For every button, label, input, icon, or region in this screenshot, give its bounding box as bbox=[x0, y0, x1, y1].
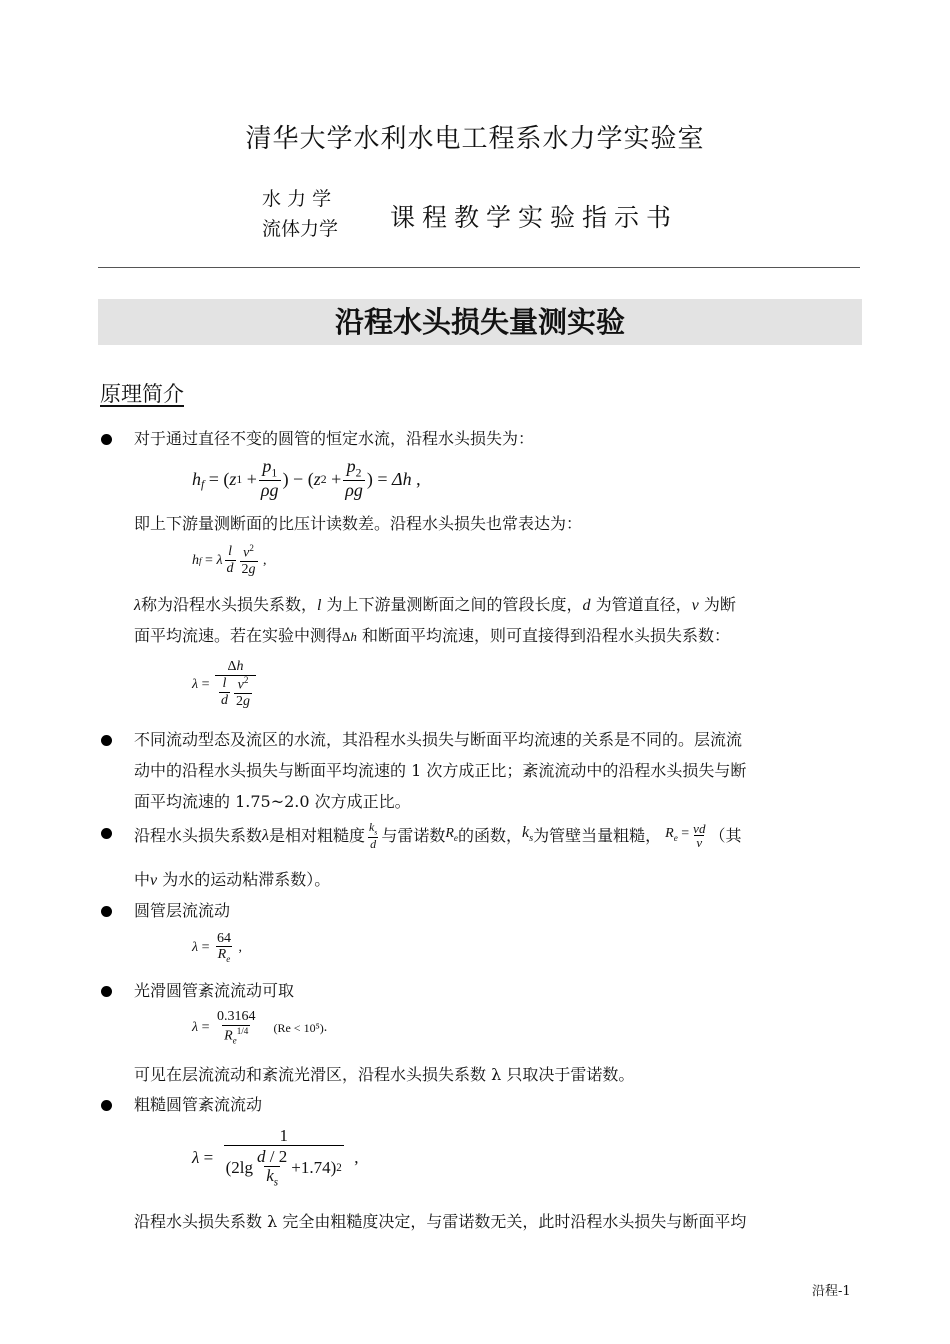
page-number: 沿程-1 bbox=[812, 1284, 851, 1299]
bullet-1-para2: 即上下游量测断面的比压计读数差。沿程水头损失也常表达为： bbox=[134, 514, 583, 533]
para3-text-d: 为断 bbox=[703, 595, 736, 614]
bullet-5-text: 光滑圆管紊流流动可取 bbox=[134, 981, 295, 1000]
equation-lambda: λ = Δh $\frac{l}{d}$ $\frac{v^2}{2g}$ bbox=[192, 652, 258, 718]
b3-text-e: 为管壁当量粗糙， bbox=[533, 826, 662, 845]
page-title: 沿程水头损失量测实验 bbox=[334, 305, 625, 339]
course-name-2: 流体力学 bbox=[262, 218, 339, 240]
bullet-2-line2: 动中的沿程水头损失与断面平均流速的 1 次方成正比；紊流流动中的沿程水头损失与断 bbox=[134, 761, 747, 780]
b3-text-b: 是相对粗糙度 bbox=[268, 826, 365, 845]
bullet-2-line1: 不同流动型态及流区的水流，其沿程水头损失与断面平均流速的关系是不同的。层流流 bbox=[134, 730, 743, 749]
bullet-6-last-line: 沿程水头损失系数 λ 完全由粗糙度决定，与雷诺数无关，此时沿程水头损失与断面平均 bbox=[134, 1212, 747, 1231]
para3-text-f: 和断面平均流速，则可直接得到沿程水头损失系数： bbox=[361, 626, 730, 645]
course-name-1: 水 力 学 bbox=[262, 188, 332, 210]
para3-text-c: 为管道直径， bbox=[595, 595, 692, 614]
bullet-dot bbox=[101, 1100, 112, 1111]
bullet-dot bbox=[101, 735, 112, 746]
bullet-dot bbox=[101, 434, 112, 445]
para3-text-e: 面平均流速。若在实验中测得 bbox=[134, 626, 343, 645]
blasius-condition: (Re < 10⁵) bbox=[273, 1020, 324, 1035]
bullet-dot bbox=[101, 906, 112, 917]
bullet-6-text: 粗糙圆管紊流流动 bbox=[134, 1095, 263, 1114]
bullet-1-para3-line2: 面平均流速。若在实验中测得Δh 和断面平均流速，则可直接得到沿程水头损失系数： bbox=[134, 626, 730, 645]
header-rule bbox=[98, 267, 860, 268]
equation-hf: h $_f$ = ( z 1 + $\frac{p_1}{\rho g}$ ) − ( z 2 + $\frac{p_2}{\rho g}$ ) = Δh , bbox=[192, 456, 421, 501]
b3-text-a: 沿程水头损失系数 bbox=[134, 826, 263, 845]
document-type: 课程教学实验指示书 bbox=[390, 203, 679, 232]
bullet-3-line2: 中ν 为水的运动粘滞系数）。 bbox=[134, 870, 331, 889]
bullet-dot bbox=[101, 828, 112, 839]
equation-darcy: h f = λ $\frac{l}{d}$ $\frac{v^2}{2g}$ , bbox=[192, 543, 267, 578]
equation-blasius: λ = $\frac{0.3164}{R_e^{1/4}}$ (Re < 10⁵) . bbox=[192, 1009, 328, 1046]
b3-text-h: 为水的运动粘滞系数）。 bbox=[162, 870, 331, 889]
bullet-4-text: 圆管层流流动 bbox=[134, 901, 231, 920]
bullet-2-line3: 面平均流速的 1.75~2.0 次方成正比。 bbox=[134, 792, 411, 811]
bullet-1-para3-line1: λ称为沿程水头损失系数，l 为上下游量测断面之间的管段长度，d 为管道直径，v 为断 bbox=[134, 595, 736, 614]
bullet-3-line1: 沿程水头损失系数 λ 是相对粗糙度 $\frac{k_s}{d}$ 与雷诺数 $R_e$ 的函数， $k_s$ 为管壁当量粗糙， $R_e$ = $\frac{vd}{\nu}$ （其 bbox=[134, 820, 742, 851]
b3-text-c: 与雷诺数 bbox=[381, 826, 446, 845]
para3-text-b: 为上下游量测断面之间的管段长度， bbox=[326, 595, 583, 614]
bullet-dot bbox=[101, 986, 112, 997]
institution-heading: 清华大学水利水电工程系水力学实验室 bbox=[245, 124, 705, 154]
b3-text-f: （其 bbox=[709, 826, 742, 845]
section-heading: 原理简介 bbox=[100, 382, 184, 406]
b3-text-d: 的函数， bbox=[457, 826, 522, 845]
equation-rough: λ = 1 (2lg $\frac{d / 2}{k_s}$ +1.74) 2 , bbox=[192, 1126, 359, 1189]
bullet-1-text: 对于通过直径不变的圆管的恒定水流，沿程水头损失为： bbox=[134, 429, 535, 448]
equation-laminar: λ = $\frac{64}{R_e}$ , bbox=[192, 930, 242, 965]
b3-text-g: 中 bbox=[134, 870, 151, 889]
bullet-5-note: 可见在层流流动和紊流光滑区，沿程水头损失系数 λ 只取决于雷诺数。 bbox=[134, 1065, 635, 1084]
para3-text-a: 称为沿程水头损失系数， bbox=[140, 595, 317, 614]
